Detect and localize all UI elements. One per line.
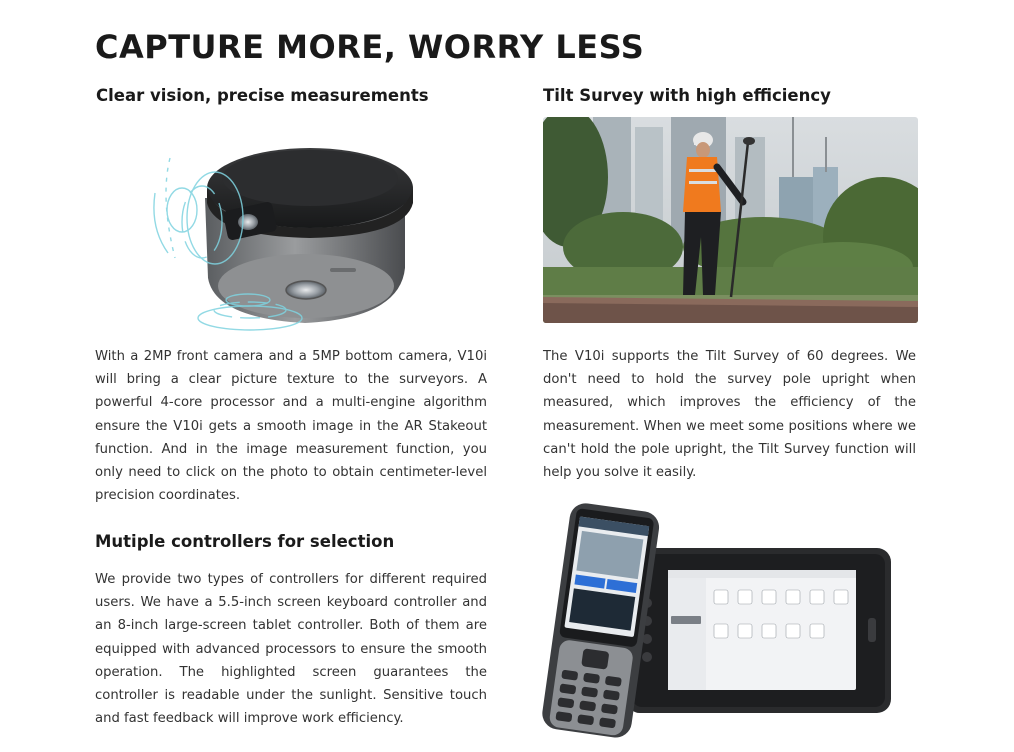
tilt-survey-photo [543,117,918,323]
controllers-text: We provide two types of controllers for different required users. We have a 5.5-inch screen keyboard controller and an 8-inch large-screen tablet controller. Both of them are equipped with advanced processors to ensure the smooth operation. The highlighted screen guarantees the controller is readable under the sunlight. Sensitive touch and fast feedback will improve work efficiency. [95,572,487,727]
tilt-survey-heading: Tilt Survey with high efficiency [543,86,831,105]
clear-vision-text: With a 2MP front camera and a 5MP bottom camera, V10i will bring a clear picture texture to the surveyors. A powerful 4-core processor and a multi-engine algorithm ensure the V10i gets a smooth image in the AR Stakeout function. And in the image measurement function, you only need to click on the photo to obtain centimeter-level precision coordinates. [95,349,487,504]
receiver-camera-image [120,118,450,338]
page-title: CAPTURE MORE, WORRY LESS [95,28,645,66]
controllers-heading: Mutiple controllers for selection [95,532,395,551]
clear-vision-heading: Clear vision, precise measurements [96,86,429,105]
controllers-image [528,498,898,746]
tilt-survey-text: The V10i supports the Tilt Survey of 60 degrees. We don't need to hold the survey pole upright when measured, which improves the efficiency of the measurement. When we meet some positions where we can't hold the pole upright, the Tilt Survey function will help you solve it easily. [543,349,916,481]
